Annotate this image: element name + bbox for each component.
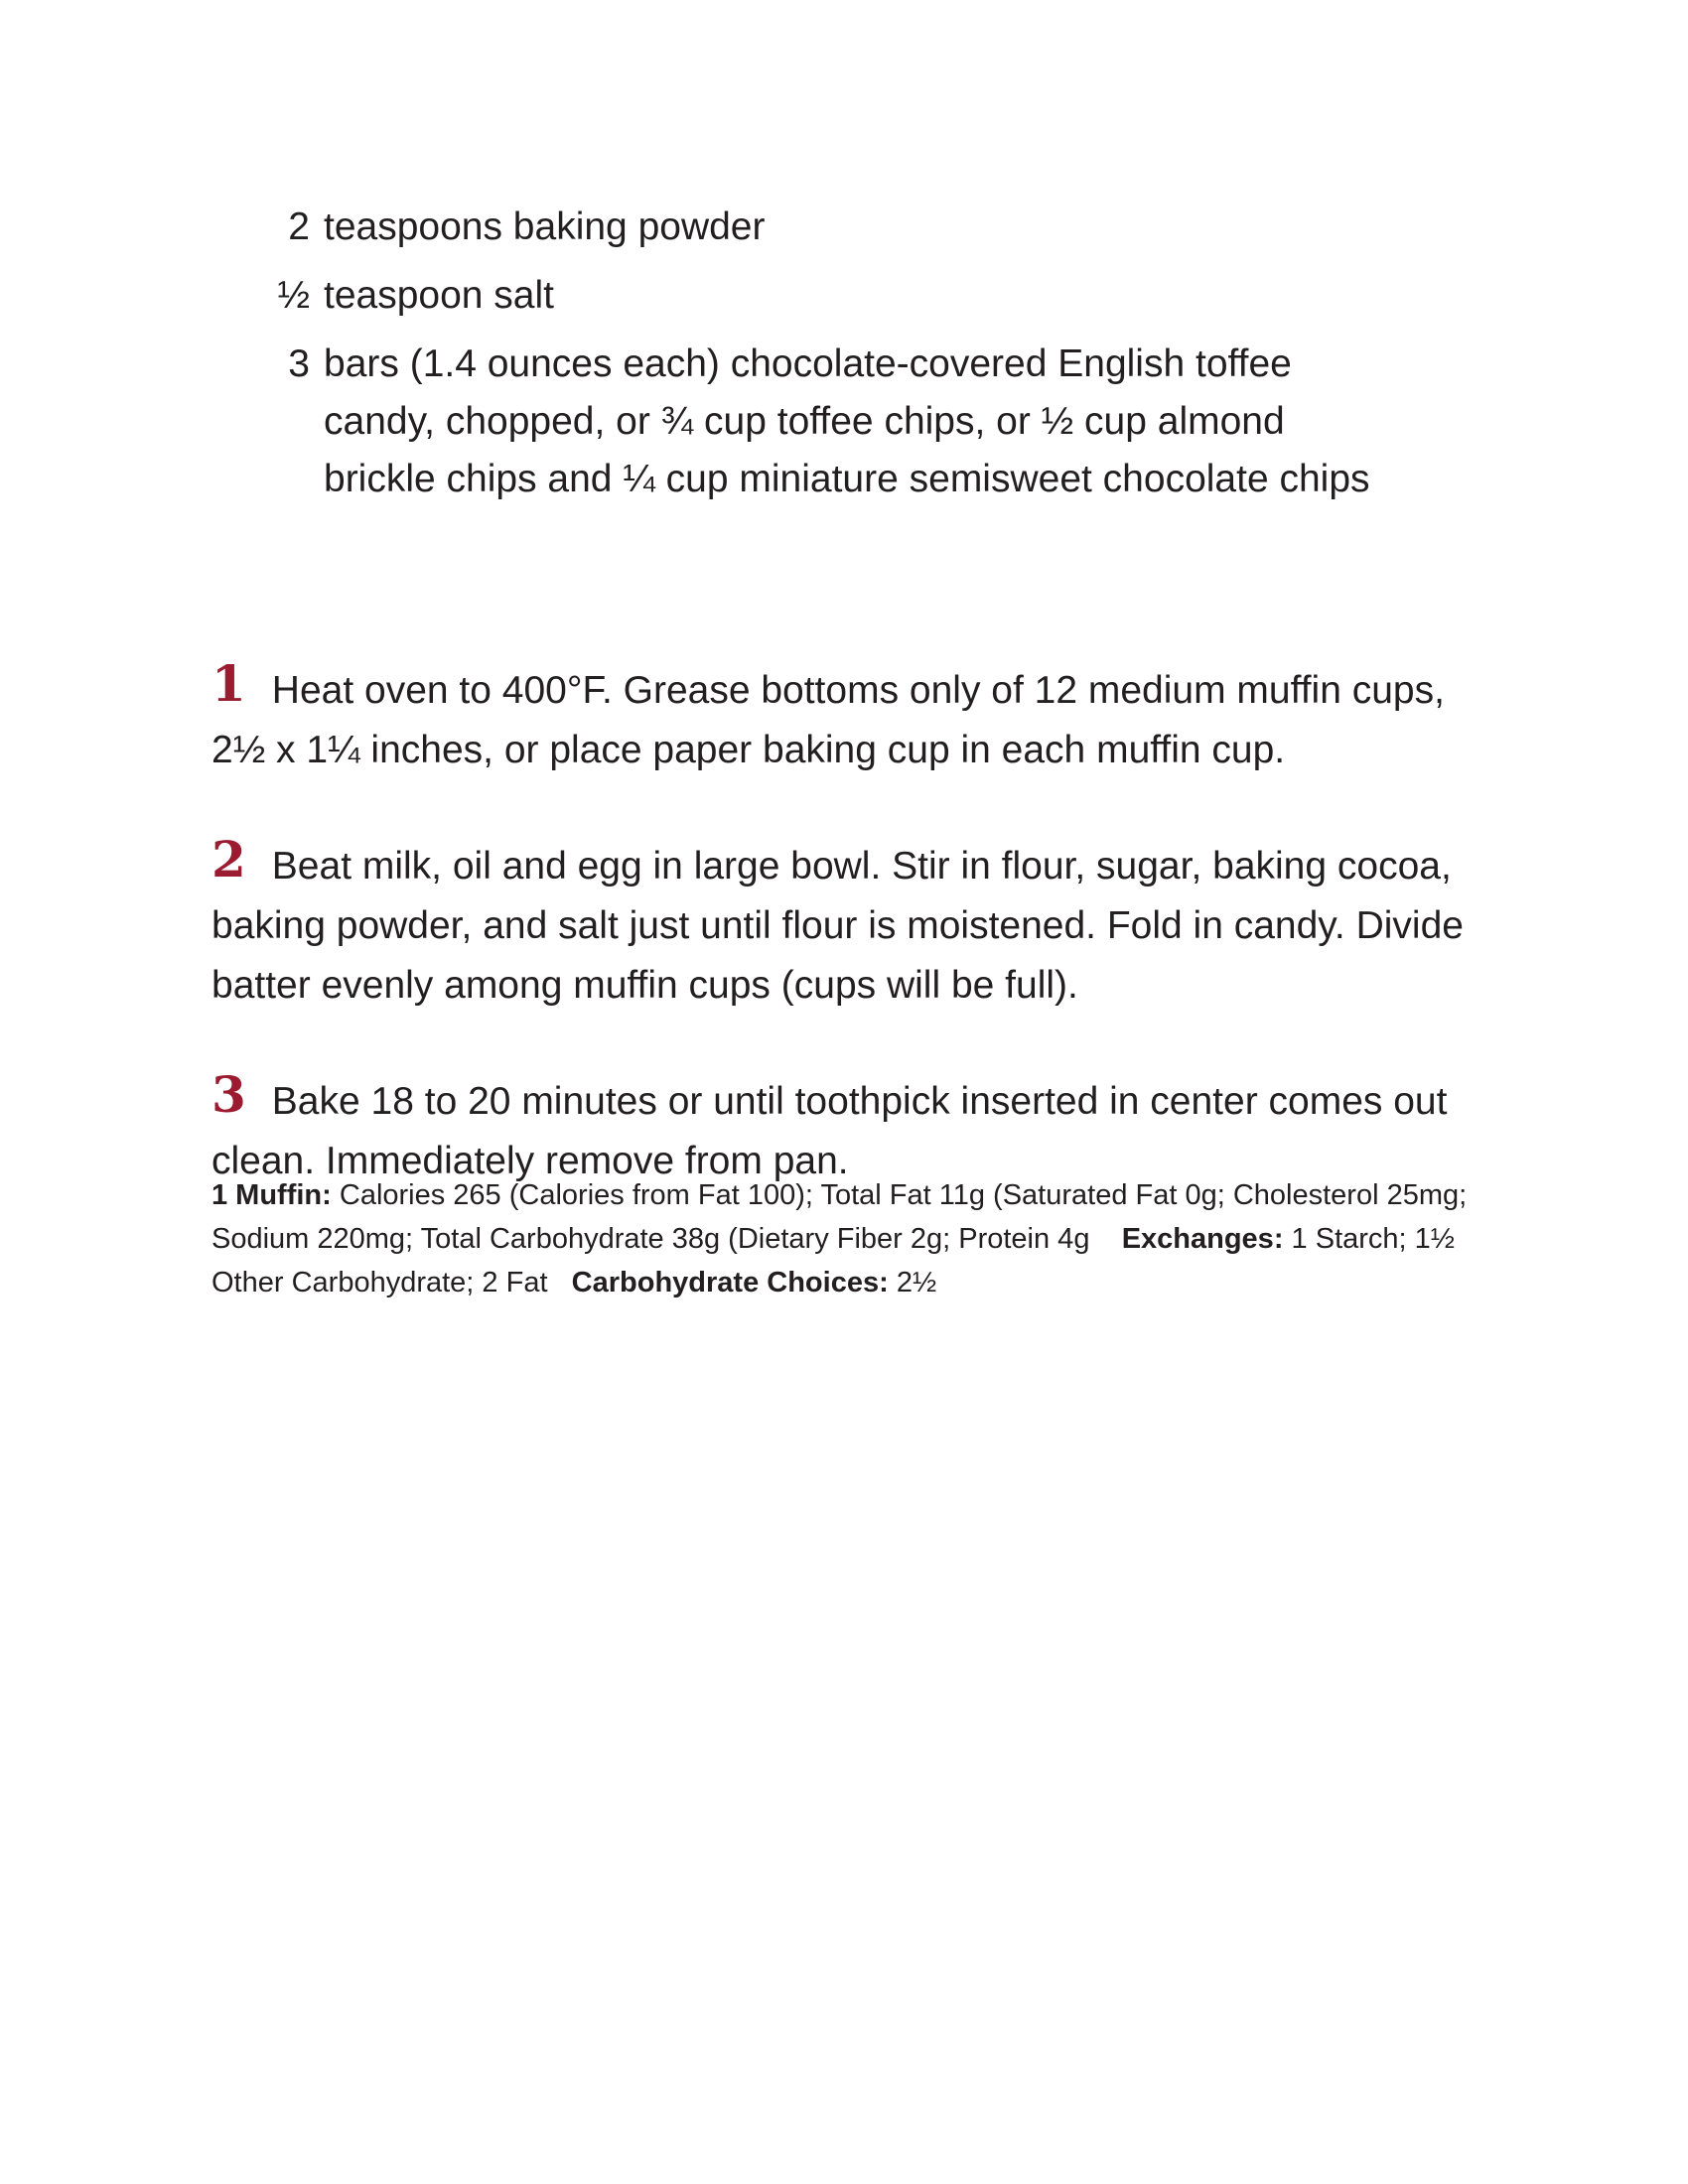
ingredient-quantity: 3 [288, 342, 310, 385]
method-steps [211, 615, 1492, 1241]
ingredient-quantity: ½ [277, 274, 310, 317]
nutrition-facts: Calories 265 (Calories from Fat 100); Total Fat 11g (Saturated Fat 0g; Cholesterol 25mg; Sodium 220mg; Total Carbohydrate 38g (Dietary Fiber 2g; Protein 4g [211, 1179, 1468, 1255]
exchanges-label: Exchanges: [1121, 1223, 1284, 1255]
step-number: 2 [211, 830, 246, 888]
method-step [211, 1065, 1492, 1191]
step-text: Beat milk, oil and egg in large bowl. Stir in flour, sugar, baking cocoa, baking powder, and salt just until flour is moistened. Fold in candy. Divide batter evenly among muffin cups (cups will be full). [211, 845, 1464, 1007]
carb-choices-value: 2½ [896, 1267, 937, 1298]
serving-label: 1 Muffin: [211, 1179, 332, 1211]
exchanges-value: 1 Starch; 1½ Other Carbohydrate; 2 Fat [211, 1223, 1455, 1298]
ingredient-list [254, 199, 1396, 519]
step-number: 1 [211, 654, 246, 713]
ingredient-description: teaspoons baking powder [324, 205, 766, 248]
nutrition-info [211, 1173, 1492, 1304]
step-text: Bake 18 to 20 minutes or until toothpick inserted in center comes out clean. Immediately remove from pan. [211, 1080, 1448, 1182]
ingredient-item [254, 199, 1396, 256]
method-step [211, 830, 1492, 1016]
carb-choices-label: Carbohydrate Choices: [571, 1267, 889, 1298]
method-step [211, 654, 1492, 780]
step-number: 3 [211, 1065, 246, 1124]
step-text: Heat oven to 400°F. Grease bottoms only of 12 medium muffin cups, 2½ x 1¼ inches, or place paper baking cup in each muffin cup. [211, 669, 1445, 771]
ingredient-description: bars (1.4 ounces each) chocolate-covered English toffee candy, chopped, or ¾ cup toffee chips, or ½ cup almond brickle chips and ¼ cup miniature semisweet chocolate chips [324, 342, 1370, 500]
ingredient-quantity: 2 [288, 205, 310, 248]
ingredient-item [254, 336, 1396, 508]
ingredient-item [254, 267, 1396, 325]
ingredient-description: teaspoon salt [324, 274, 555, 317]
